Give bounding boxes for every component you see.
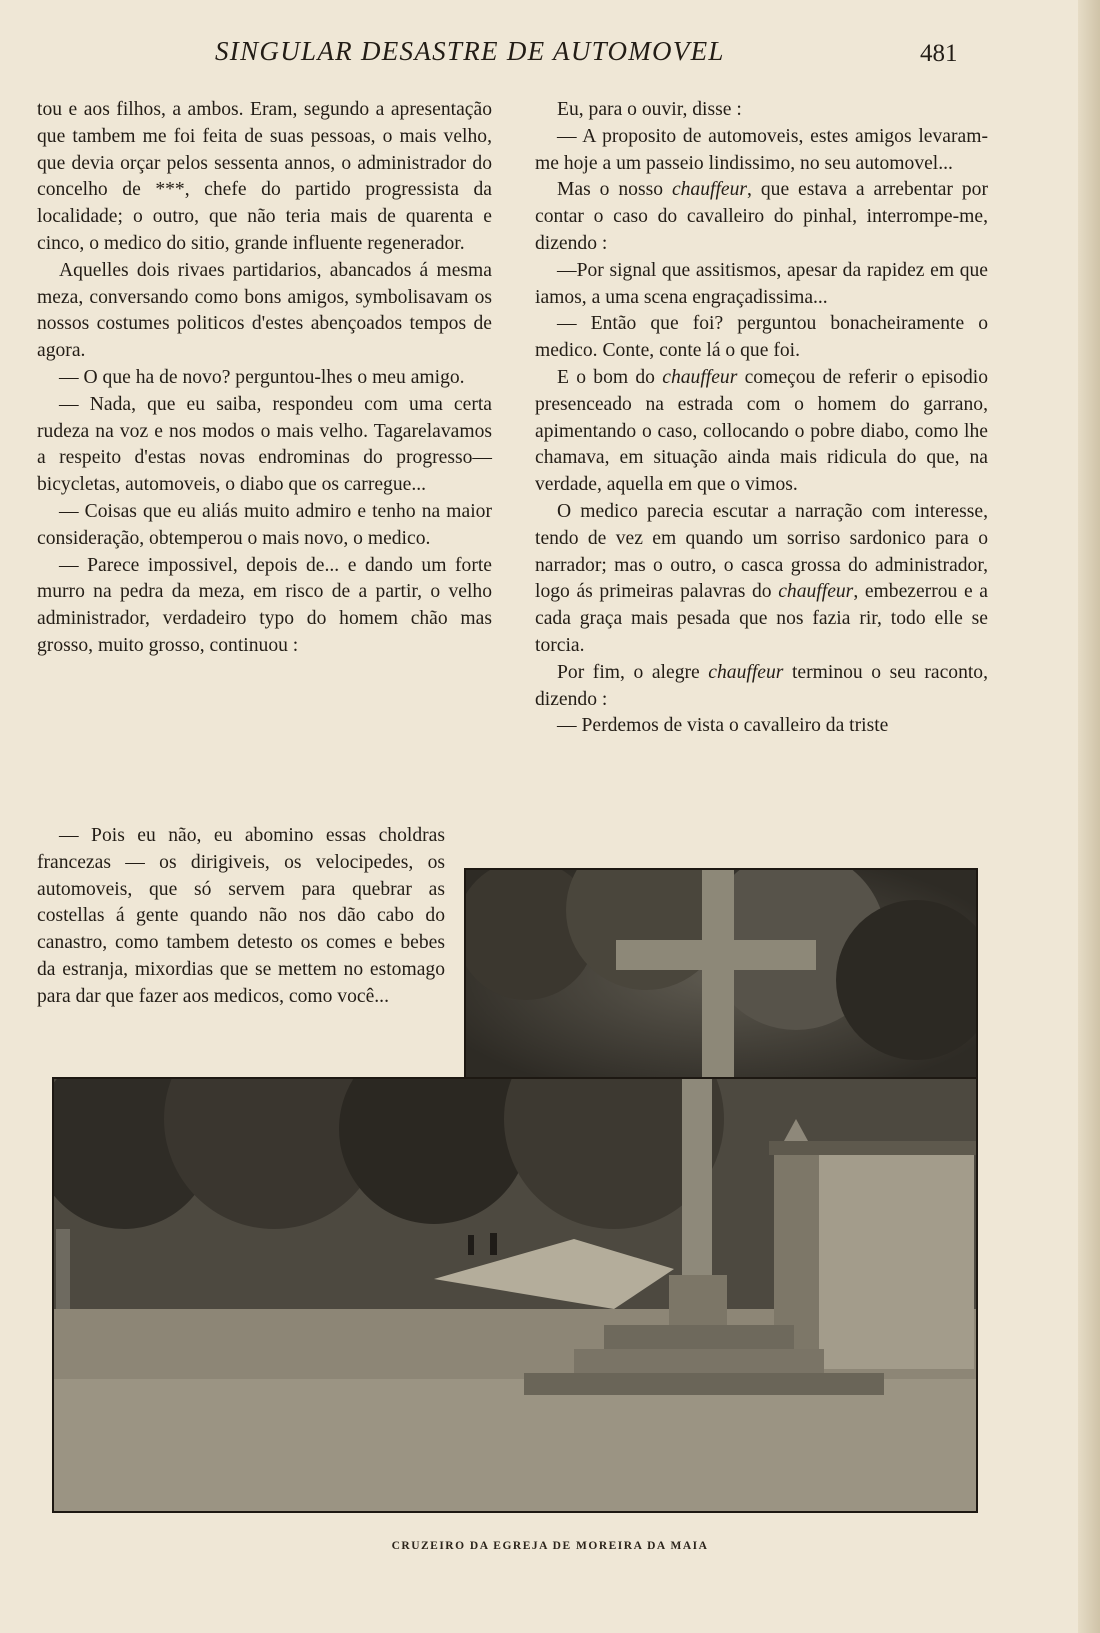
paragraph: E o bom do chauffeur começou de referir o episodio presenceado na estrada com o homem do garrano, apimentando o caso, collocando o pobre diabo, como lhe chamava, em situação ainda mais ridicula do que, na verdade, aquella em que o vimos. [535,366,988,496]
paragraph: — O que ha de novo? perguntou-lhes o meu amigo. [59,366,465,388]
right-column [535,97,988,740]
paragraph: Eu, para o ouvir, disse : [557,99,742,120]
photograph-image [54,1079,976,1511]
photograph-upper [464,868,978,1082]
paragraph: —Por signal que assitismos, apesar da rapidez em que iamos, a uma scena engraçadissima... [535,259,988,308]
page-edge [1078,0,1100,1633]
photograph-upper-image [466,870,976,1082]
paragraph: — Coisas que eu aliás muito admiro e tenho na maior consideração, obtemperou o mais novo, o medico. [37,500,492,549]
left-column [37,97,492,660]
paragraph: — Então que foi? perguntou bonacheiramente o medico. Conte, conte lá o que foi. [535,313,988,362]
paragraph: — Nada, que eu saiba, respondeu com uma certa rudeza na voz e nos modos o mais velho. Tagarelavamos a respeito d'estas novas endrominas do progresso—bicycletas, automoveis, o diabo que os carregue... [37,393,492,496]
paragraph: Mas o nosso chauffeur, que estava a arrebentar por contar o caso do cavalleiro do pinhal, interrompe-me, dizendo : [535,179,988,254]
paragraph: tou e aos filhos, a ambos. Eram, segundo a apresentação que tambem me foi feita de suas pessoas, o mais velho, que devia orçar pelos sessenta annos, o administrador do concelho de ***, chefe do partido progressista da localidade; o outro, que não teria mais de quarenta e cinco, o medico do sitio, grande influente regenerador. [37,99,492,254]
paragraph: — A proposito de automoveis, estes amigos levaram-me hoje a um passeio lindissimo, no seu automovel... [535,125,988,174]
page-number: 481 [920,40,958,67]
figure-caption: CRUZEIRO DA EGREJA DE MOREIRA DA MAIA [391,1540,709,1552]
left-column-lower [37,823,445,1011]
paragraph: Por fim, o alegre chauffeur terminou o seu raconto, dizendo : [535,661,989,710]
paragraph: — Parece impossivel, depois de... e dando um forte murro na pedra da meza, em risco de a partir, o velho administrador, verdadeiro typo do homem chão mas grosso, muito grosso, continuou : [37,554,492,656]
paragraph: Aquelles dois rivaes partidarios, abancados á mesma meza, conversando como bons amigos, symbolisavam os nossos costumes politicos d'estes abençoados tempos de agora. [37,259,492,362]
paragraph: O medico parecia escutar a narração com interesse, tendo de vez em quando um sorriso sardonico para o narrador; mas o outro, o casca grossa do administrador, logo ás primeiras palavras do chauffeur, embezerrou e a cada graça mais pesada que nos fazia rir, todo elle se torcia. [535,500,988,656]
photograph [52,1077,978,1513]
paragraph: — Perdemos de vista o cavalleiro da triste [557,715,889,737]
paragraph: — Pois eu não, eu abomino essas choldras francezas — os dirigiveis, os velocipedes, os automoveis, que só servem para quebrar as costellas á gente quando não nos dão cabo do canastro, como tambem detesto os comes e bebes da estranja, mixordias que se mettem no estomago para dar que fazer aos medicos, como você... [37,825,445,1007]
running-header: SINGULAR DESASTRE DE AUTOMOVEL [215,36,725,66]
